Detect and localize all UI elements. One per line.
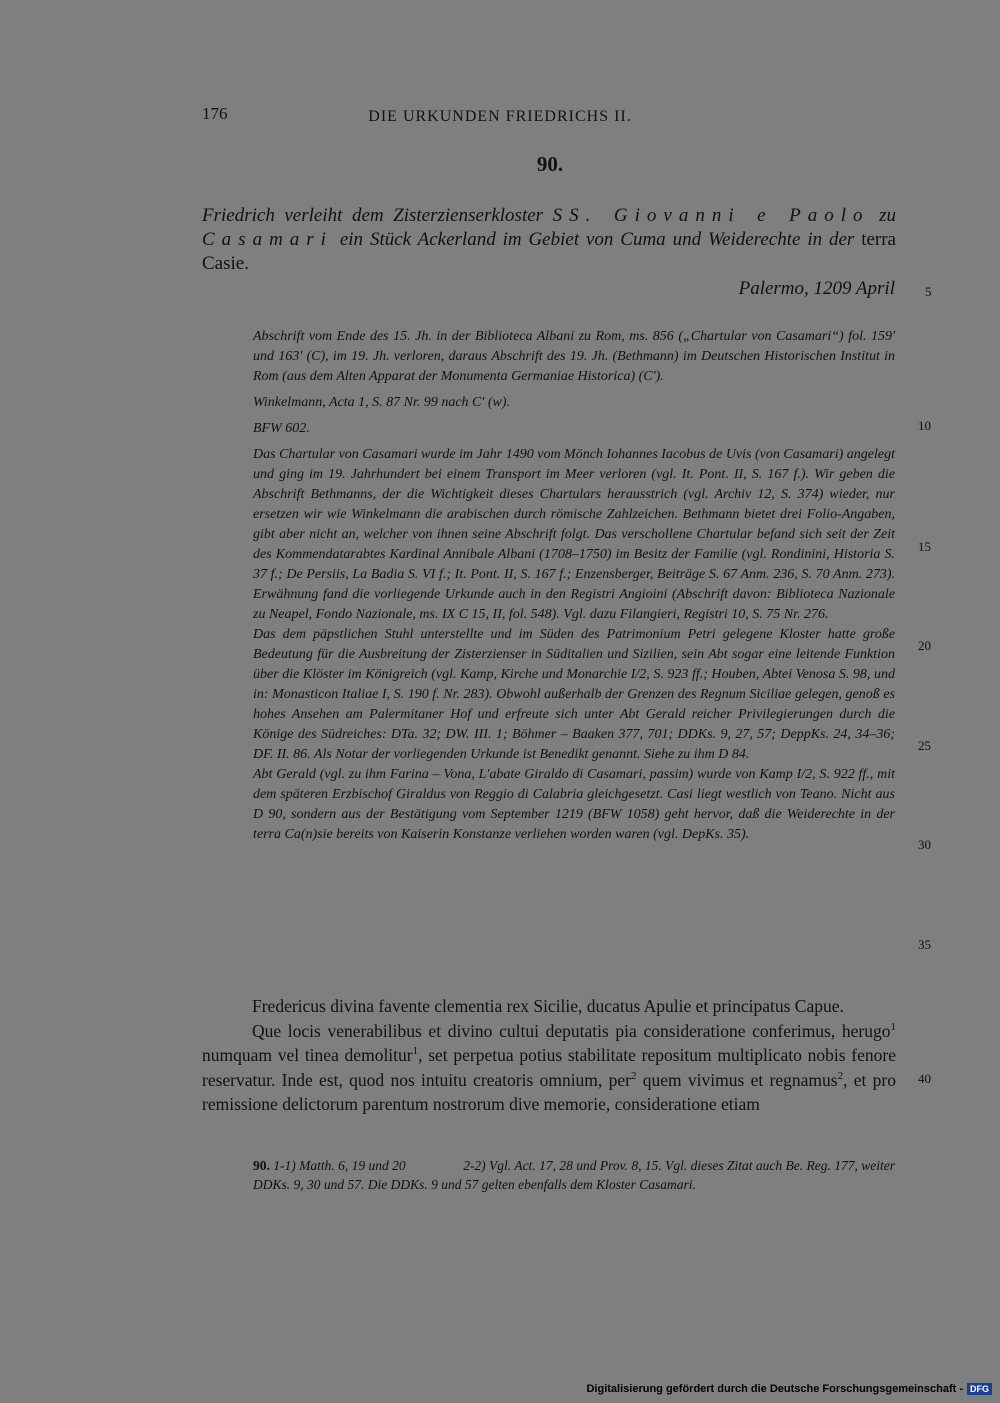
note-commentary: Abt Gerald (vgl. zu ihm Farina – Vona, L'abate Giraldo di Casamari, passim) wurde von Kamp I/2, S. 922 ff., mit dem späteren Erzbischof Giraldus von Reggio di Calabria gleichgesetzt. Casi liegt westlich von Teano. Nicht aus D 90, sondern aus der Bestätigung vom September 1219 (BFW 1058) geht hervor, daß die Weiderechte in der terra Ca(n)sie bereits von Kaiserin Konstanze verliehen worden waren (vgl. DepKs. 35).	[253, 767, 895, 842]
note-regest: BFW 602.	[253, 421, 310, 436]
arenga: Que locis venerabilibus et divino cultui deputatis pia consideratione conferimus, herugo$^1$ numquam vel tinea demolitur$^1$, set perpetua potius stabilitate repositum multiplicato nobis fenore reservatur. Inde est, quod nos intuitu creatoris omnium, per$^2$ quem vivimus et regnamus$^2$, et pro remissione delictorum parentum nostrorum dive memorie, consideratione etiam	[202, 1020, 896, 1114]
note-manuscript: Abschrift vom Ende des 15. Jh. in der Biblioteca Albani zu Rom, ms. 856 („Chartular von Casamari“) fol. 159' und 163' (C), im 19. Jh. verloren, daraus Abschrift des 19. Jh. (Bethmann) im Deutschen Historischen Institut in Rom (aus dem Alten Apparat der Monumenta Germaniae Historica) (C').	[253, 329, 895, 384]
running-title: DIE URKUNDEN FRIEDRICHS II.	[368, 108, 632, 125]
footnote-marker: 1	[412, 1045, 419, 1058]
intitulatio: Fredericus divina favente clementia rex Sicilie, ducatus Apulie et principatus Capue.	[252, 996, 844, 1016]
note-commentary: Das dem päpstlichen Stuhl unterstellte und im Süden des Patrimonium Petri gelegene Kloster hatte große Bedeutung für die Ausbreitung der Zisterzienser in Süditalien und Sizilien, sein Abt sogar eine leitende Funktion über die Klöster im Königreich (vgl. Kamp, Kirche und Monarchie I/2, S. 923 ff.; Houben, Abtei Venosa S. 98, und in: Monasticon Italiae I, S. 190 f. Nr. 283). Obwohl außerhalb der Grenzen des Regnum Siciliae gelegen, genoß es hohes Ansehen am Palermitaner Hof und erfreute sich unter Abt Gerald reicher Privilegierungen durch die Könige des Südreiches: DTa. 32; DW. III. 1; Böhmer – Baaken 377, 701; DDKs. 9, 27, 57; DeppKs. 24, 34–36; DF. II. 86. Als Notar der vorliegenden Urkunde ist Benedikt genannt. Siehe zu ihm D 84.	[253, 627, 895, 762]
date-line: Palermo, 1209 April	[738, 278, 895, 299]
footnote-marker: 2	[837, 1069, 844, 1082]
regest-name-place: Casamari	[202, 229, 333, 250]
footnotes	[253, 1156, 895, 1194]
line-number: 25	[918, 738, 931, 753]
page-number: 176	[202, 104, 228, 123]
line-number: 10	[918, 418, 931, 433]
note-edition: Winkelmann, Acta 1, S. 87 Nr. 99 nach C' (w).	[253, 395, 511, 410]
footnote-number: 90.	[253, 1158, 270, 1173]
line-number: 35	[918, 937, 931, 952]
footnote-2: 2-2) Vgl. Act. 17, 28 und Prov. 8, 15. Vgl. dieses Zitat auch Be. Reg. 177, weiter DDKs. 9, 30 und 57. Die DDKs. 9 und 57 gelten ebenfalls dem Kloster Casamari.	[253, 1158, 895, 1192]
line-number: 5	[925, 284, 932, 299]
regest-text: terra Casie.	[202, 229, 896, 274]
line-number: 40	[918, 1071, 931, 1086]
document-number: 90.	[536, 152, 564, 176]
watermark-text: Digitalisierung gefördert durch die Deutsche Forschungsgemeinschaft -	[586, 1383, 963, 1395]
dfg-watermark	[586, 1383, 992, 1395]
dfg-logo: DFG	[967, 1383, 992, 1395]
line-number: 30	[918, 837, 931, 852]
note-commentary: Das Chartular von Casamari wurde im Jahr 1490 vom Mönch Iohannes Iacobus de Uvis (von Casamari) angelegt und ging im 19. Jahrhundert bei einem Transport im Meer verloren (vgl. It. Pont. II, S. 167 f.). Wir geben die Abschrift Bethmanns, der die Wichtigkeit dieses Chartulars herausstrich (vgl. Archiv 12, S. 374) wieder, nur ersetzen wir wie Winkelmann die arabischen durch römische Zahlzeichen. Bethmann bietet drei Folio-Angaben, gibt aber nicht an, welcher von ihnen seine Abschrift folgt. Das verschollene Chartular befand sich seit der Zeit des Kommendatarabtes Kardinal Annibale Albani (1708–1750) im Besitz der Familie (vgl. Rondinini, Historia S. 37 f.; De Persiis, La Badia S. VI f.; It. Pont. II, S. 167 f.; Enzensberger, Beiträge S. 67 Anm. 236, S. 70 Anm. 273). Erwähnung fand die vorliegende Urkunde auch in den Registri Angioini (Abschrift davon: Biblioteca Nazionale zu Neapel, Fondo Nazionale, ms. IX C 15, II, fol. 548). Vgl. dazu Filangieri, Registri 10, S. 75 Nr. 276.	[253, 447, 895, 622]
regest-name-monastery: SS. Giovanni e Paolo	[552, 205, 870, 226]
regest-text: ein Stück Ackerland im Gebiet von Cuma und Weiderechte in der	[332, 229, 862, 250]
critical-apparatus	[253, 327, 895, 845]
footnote-1: 1-1) Matth. 6, 19 und 20	[273, 1158, 406, 1173]
regest	[202, 204, 896, 276]
footnote-marker: 1	[890, 1020, 896, 1033]
charter-text	[202, 994, 896, 1117]
line-number: 15	[918, 539, 931, 554]
regest-text: zu	[869, 205, 897, 226]
line-number: 20	[918, 638, 931, 653]
footnote-marker: 2	[630, 1069, 637, 1082]
regest-text: Friedrich verleiht dem Zisterzienserkloster	[202, 205, 553, 226]
